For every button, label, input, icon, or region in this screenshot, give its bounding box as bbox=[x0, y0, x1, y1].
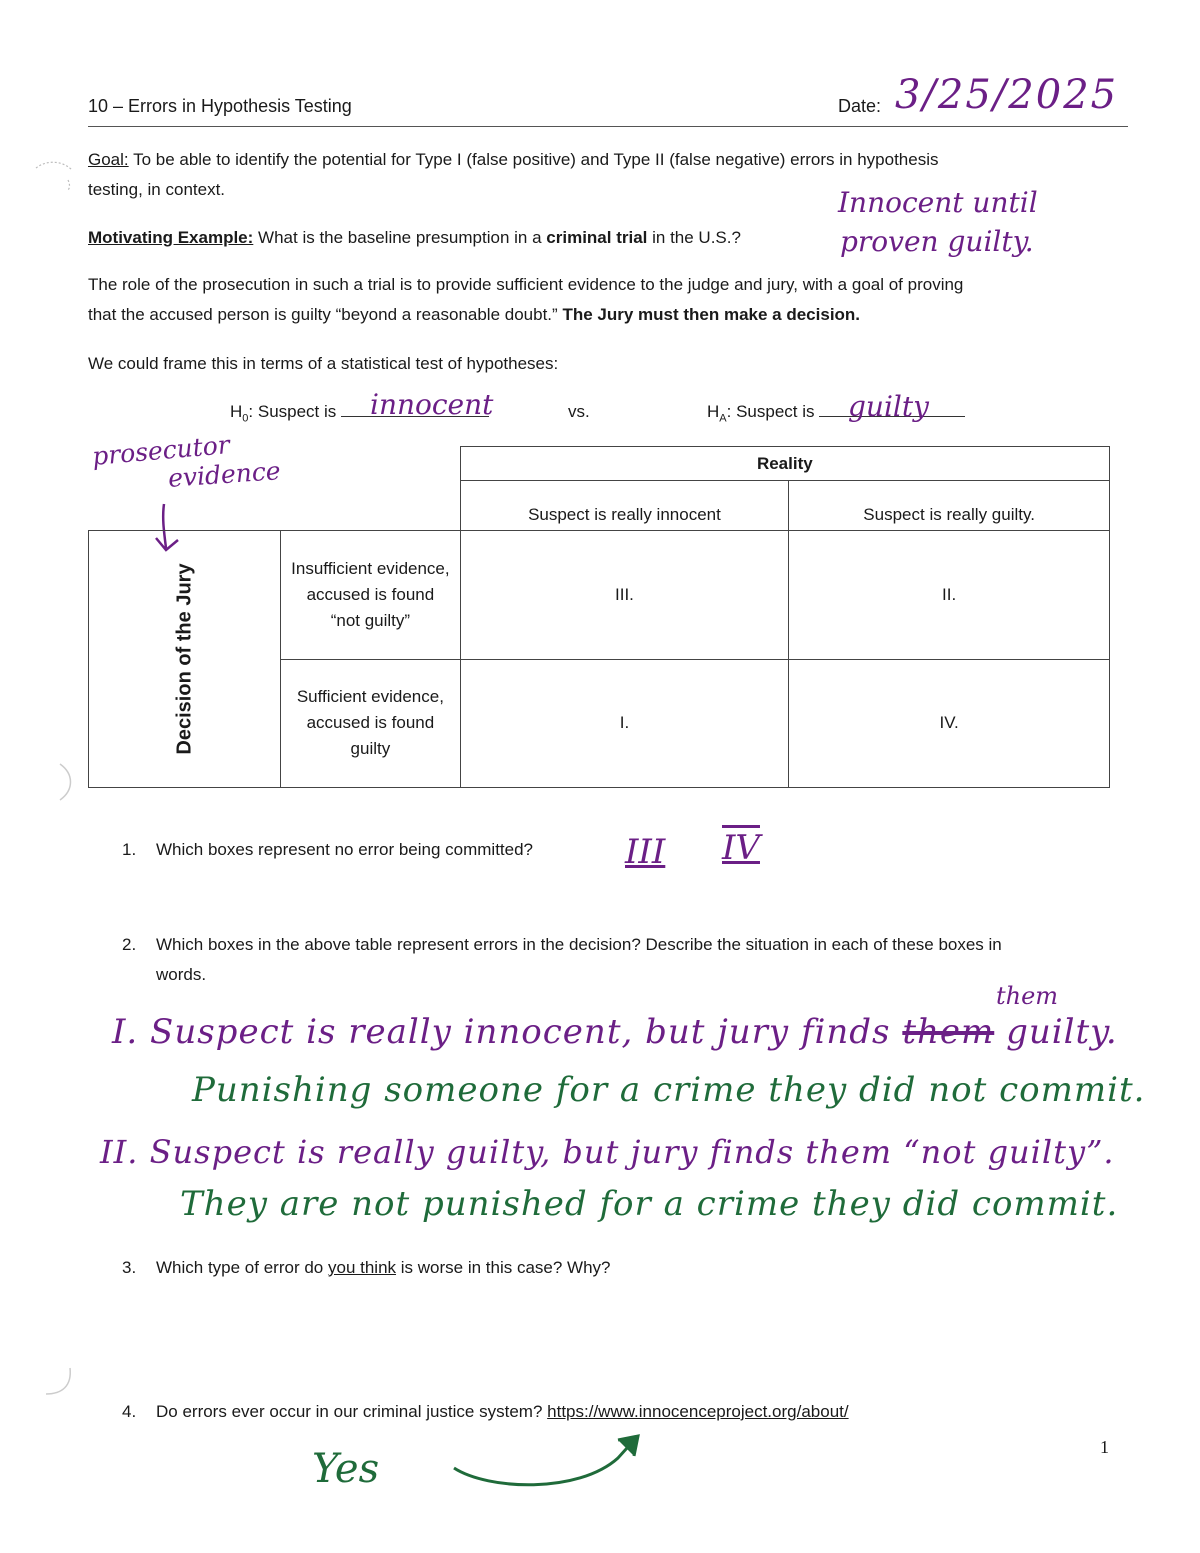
jury-decision-header bbox=[89, 531, 281, 788]
q3-text-pre: Which type of error do bbox=[156, 1258, 324, 1277]
question-4 bbox=[122, 1397, 849, 1427]
frame-text: We could frame this in terms of a statistical test of hypotheses: bbox=[88, 354, 559, 373]
question-1 bbox=[122, 835, 533, 865]
motivating-question-bold: criminal trial bbox=[546, 228, 648, 247]
goal-text-line2: testing, in context. bbox=[88, 180, 226, 199]
q1-number: 1. bbox=[122, 840, 137, 859]
cell-iii: III. bbox=[460, 531, 789, 659]
margin-note-line2: evidence bbox=[167, 456, 282, 493]
q4-number: 4. bbox=[122, 1402, 137, 1421]
worksheet-title: 10 – Errors in Hypothesis Testing bbox=[88, 96, 352, 116]
q2-text-line2: words. bbox=[156, 965, 207, 984]
prosecution-paragraph bbox=[88, 270, 1128, 330]
col-header-guilty: Suspect is really guilty. bbox=[789, 481, 1110, 531]
blank-corner-2 bbox=[281, 447, 460, 481]
col-header-innocent: Suspect is really innocent bbox=[460, 481, 789, 531]
hole-punch-mark-icon bbox=[32, 158, 76, 194]
h0-text: : Suspect is bbox=[248, 402, 337, 421]
h0-sub: 0 bbox=[242, 412, 249, 425]
goal-label: Goal: bbox=[88, 150, 129, 169]
blank-corner bbox=[89, 447, 281, 481]
row2-line1: Sufficient evidence, bbox=[296, 687, 444, 707]
innocence-project-link[interactable]: https://www.innocenceproject.org/about/ bbox=[547, 1402, 849, 1421]
ha-sub: A bbox=[719, 412, 727, 425]
motivating-question-pre: What is the baseline presumption in a bbox=[258, 228, 542, 247]
jury-decision-label: Decision of the Jury bbox=[173, 563, 196, 755]
q2-correction: them bbox=[996, 982, 1059, 1010]
date-label: Date: bbox=[838, 96, 882, 116]
prosecution-line2: that the accused person is guilty “beyond a reasonable doubt.” bbox=[88, 305, 558, 324]
goal-text-line1: To be able to identify the potential for Type I (false positive) and Type II (false negative) errors in hypothesis bbox=[133, 150, 939, 169]
q2-answer-line2: Punishing someone for a crime they did not commit. bbox=[192, 1070, 1146, 1110]
q2-answer-line1-text: I. Suspect is really innocent, but jury finds bbox=[112, 1012, 891, 1052]
q2-number: 2. bbox=[122, 935, 137, 954]
q2-answer-line1-end: guilty. bbox=[1006, 1012, 1118, 1052]
q2-answer-line4: They are not punished for a crime they did commit. bbox=[180, 1184, 1119, 1224]
motivating-question-post: in the U.S.? bbox=[652, 228, 741, 247]
question-2 bbox=[122, 930, 1122, 990]
q2-answer-line1 bbox=[112, 1000, 1118, 1064]
decision-table bbox=[88, 446, 1110, 788]
row-label-not-guilty bbox=[281, 531, 460, 659]
header-divider bbox=[88, 126, 1128, 127]
arrow-to-link-icon bbox=[448, 1428, 648, 1500]
page-number: 1 bbox=[1100, 1437, 1109, 1457]
hole-punch-mark-icon-3 bbox=[40, 1364, 80, 1400]
h0-label: H bbox=[230, 402, 243, 421]
q3-text-underlined: you think bbox=[327, 1258, 397, 1277]
q3-number: 3. bbox=[122, 1258, 137, 1277]
blank-corner-4 bbox=[281, 481, 460, 531]
q2-answer-struck: them bbox=[902, 1012, 995, 1052]
q2-text-line1: Which boxes in the above table represent errors in the decision? Describe the situation in each of these boxes in bbox=[156, 935, 1002, 954]
h0-answer: innocent bbox=[370, 388, 494, 421]
motivating-example bbox=[88, 223, 848, 253]
question-3 bbox=[122, 1253, 611, 1283]
motivating-label: Motivating Example: bbox=[88, 228, 254, 247]
motivating-answer-line2: proven guilty. bbox=[840, 225, 1034, 258]
q4-text: Do errors ever occur in our criminal justice system? bbox=[156, 1402, 543, 1421]
prosecution-line2-bold: The Jury must then make a decision. bbox=[562, 305, 861, 324]
date-value: 3/25/2025 bbox=[895, 72, 1119, 118]
cell-ii: II. bbox=[789, 531, 1110, 659]
q4-answer: Yes bbox=[312, 1446, 380, 1492]
q3-text-post: is worse in this case? Why? bbox=[400, 1258, 611, 1277]
cell-iv: IV. bbox=[789, 659, 1110, 787]
q1-answer-b: IV bbox=[722, 828, 760, 868]
prosecution-line1: The role of the prosecution in such a trial is to provide sufficient evidence to the judge and jury, with a goal of proving bbox=[88, 275, 964, 294]
row2-line2: accused is found bbox=[306, 713, 435, 733]
row1-line2: accused is found bbox=[306, 584, 435, 604]
row1-line1: Insufficient evidence, bbox=[291, 558, 450, 578]
reality-header: Reality bbox=[460, 447, 1109, 481]
row-label-guilty bbox=[281, 659, 460, 787]
row2-line3: guilty bbox=[350, 739, 391, 759]
ha-answer: guilty bbox=[848, 390, 929, 423]
cell-i: I. bbox=[460, 659, 789, 787]
q1-text: Which boxes represent no error being committed? bbox=[156, 840, 534, 859]
row1-line3: “not guilty” bbox=[330, 610, 411, 630]
ha-label: H bbox=[707, 402, 720, 421]
vs-text: vs. bbox=[568, 402, 590, 421]
q2-answer-line3: II. Suspect is really guilty, but jury finds them “not guilty”. bbox=[100, 1133, 1115, 1171]
ha-text: : Suspect is bbox=[726, 402, 815, 421]
margin-note-line1: prosecutor bbox=[90, 430, 231, 471]
motivating-answer-line1: Innocent until bbox=[838, 186, 1038, 219]
q1-answer-a: III bbox=[625, 832, 666, 872]
blank-corner-3 bbox=[89, 481, 281, 531]
hole-punch-mark-icon-2 bbox=[52, 760, 82, 804]
